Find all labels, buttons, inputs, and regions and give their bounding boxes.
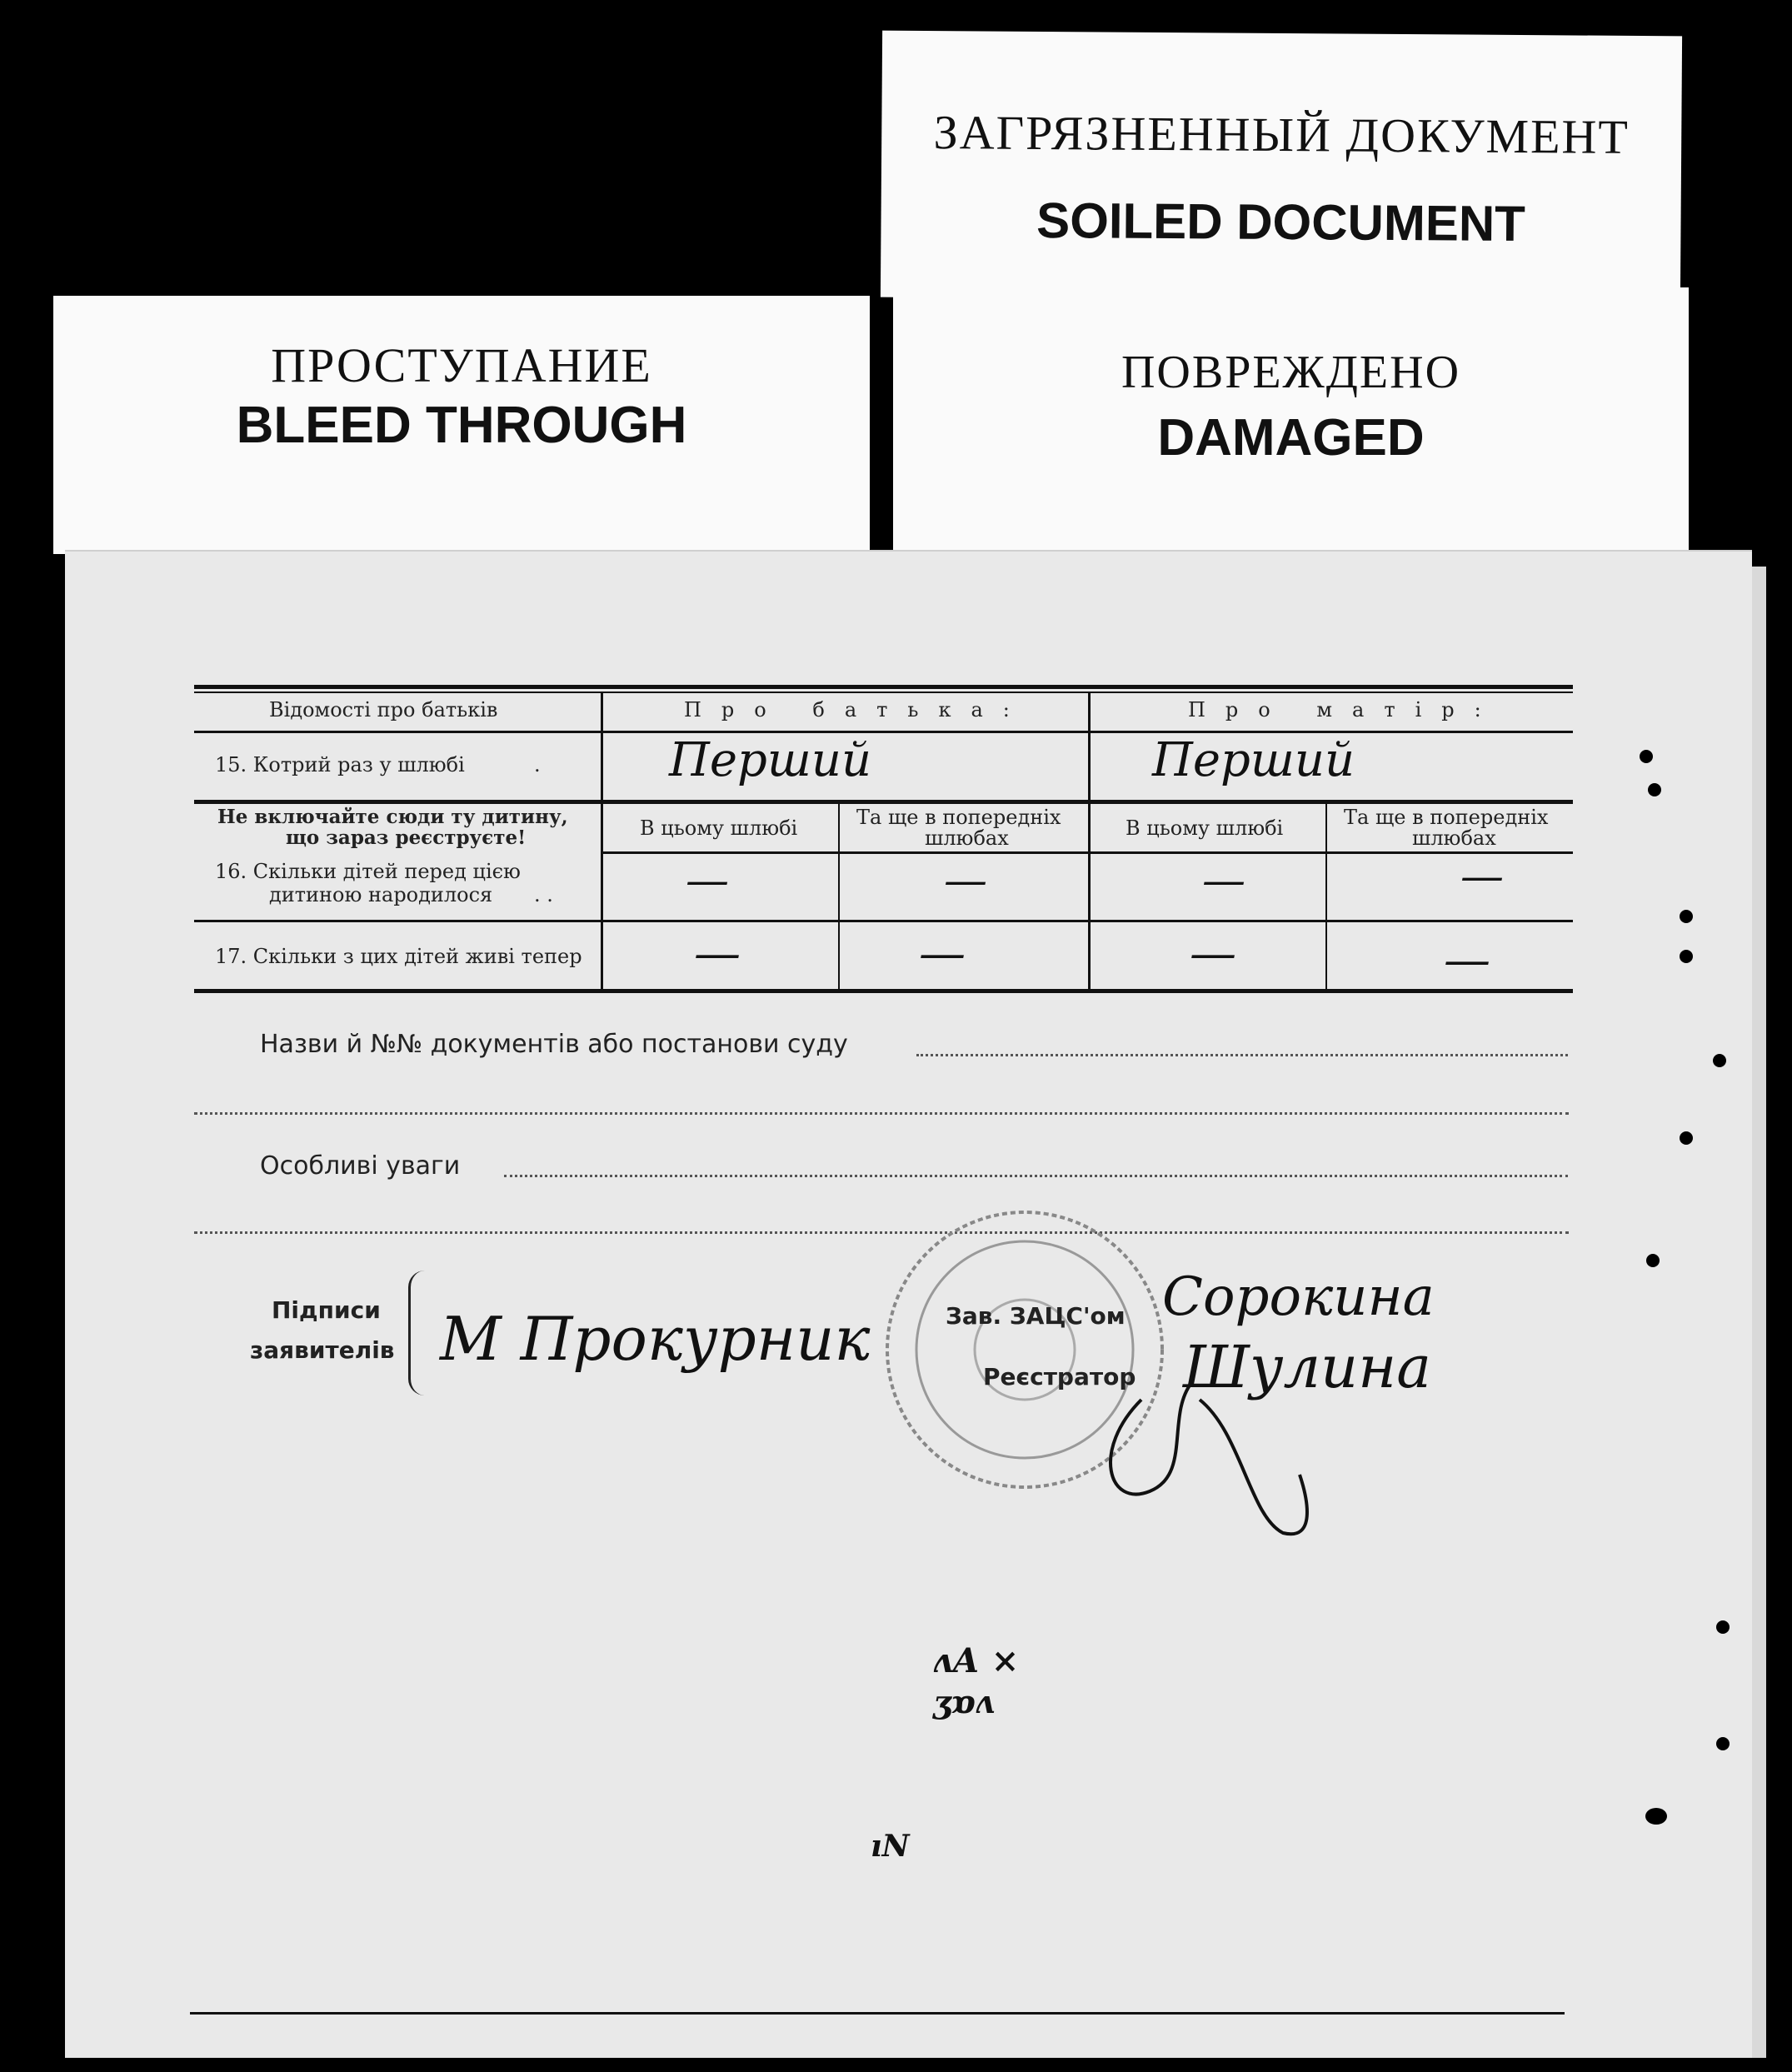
signature-brace [408, 1271, 431, 1395]
punch-hole [1680, 950, 1693, 963]
table-top-rule-thin [194, 691, 1573, 693]
punch-hole [1640, 750, 1653, 763]
head-label: Зав. ЗАЦС'ом [946, 1302, 1126, 1330]
table-divider [1325, 801, 1327, 991]
punch-hole [1716, 1737, 1730, 1750]
father-previous-line1: Та ще в попередніх [856, 806, 1061, 829]
parents-info-table [194, 685, 1573, 993]
soiled-card-ru-text: ЗАГРЯЗНЕННЫЙ ДОКУМЕНТ [933, 105, 1630, 164]
head-signature: Сорокина [1162, 1266, 1435, 1328]
punch-hole [1680, 1131, 1693, 1145]
row15-label: 15. Котрий раз у шлюбі [215, 753, 465, 776]
registrar-signature: Шулина [1183, 1333, 1431, 1401]
applicants-label-line1: Підписи [272, 1296, 381, 1324]
punch-hole [1645, 1808, 1667, 1825]
table-divider [838, 801, 840, 991]
bleed-through-card [53, 296, 870, 554]
table-rule [194, 800, 1573, 804]
documents-label: Назви й №№ документів або постанови суду [260, 1030, 848, 1059]
header-parents-info: Відомості про батьків [269, 698, 498, 721]
table-divider [1088, 691, 1091, 991]
note-line1: Не включайте сюди ту дитину, [217, 806, 568, 828]
row16-label-line1: 16. Скільки дітей перед цією [215, 860, 521, 883]
applicant-signature: М Прокурник [440, 1304, 871, 1374]
mark-2: ʒɒʌ [933, 1683, 994, 1720]
mother-previous-line1: Та ще в попередніх [1344, 806, 1549, 829]
documents-line-2[interactable] [194, 1112, 1569, 1115]
remarks-line[interactable] [504, 1175, 1568, 1177]
mother-current-marriage: В цьому шлюбі [1126, 816, 1284, 840]
bleed-card-en-text: BLEED THROUGH [236, 397, 687, 454]
row16-value-3: — [1202, 856, 1245, 906]
header-mother: Про матір: [1188, 698, 1501, 721]
signature-flourish [1075, 1350, 1541, 1550]
row17-label: 17. Скільки з цих дітей живі тепер [215, 945, 582, 968]
table-divider [601, 691, 603, 991]
header-father: Про батька: [684, 698, 1030, 721]
bottom-rule [190, 2012, 1565, 2015]
mark-1: ʌА × [933, 1641, 1020, 1680]
soiled-card-en-text: SOILED DOCUMENT [1036, 192, 1526, 252]
soiled-document-card [881, 31, 1682, 303]
table-rule [194, 731, 1573, 733]
row17-value-2: — [919, 926, 966, 981]
row16-dots: . . [534, 883, 553, 906]
punch-hole [1680, 910, 1693, 923]
row16-value-2: — [944, 856, 987, 906]
row15-mother-handwritten: Перший [1152, 733, 1355, 787]
row16-label-line2: дитиною народилося [269, 883, 493, 906]
table-rule [194, 920, 1573, 922]
row15-father-handwritten: Перший [669, 733, 872, 787]
damaged-card-ru-text: ПОВРЕЖДЕНО [1121, 347, 1461, 398]
remarks-label: Особливі уваги [260, 1151, 461, 1181]
father-previous-line2: шлюбах [925, 826, 1009, 850]
punch-hole [1716, 1620, 1730, 1634]
damaged-card [893, 287, 1689, 554]
row17-value-3: — [1190, 926, 1236, 981]
mark-3: ıN [871, 1829, 910, 1864]
note-line2: що зараз реєструєте! [286, 826, 527, 849]
table-bottom-rule [194, 989, 1573, 993]
mother-previous-line2: шлюбах [1412, 826, 1496, 850]
row16-value-4: — [1460, 851, 1504, 901]
punch-hole [1713, 1054, 1726, 1067]
documents-line[interactable] [916, 1054, 1568, 1056]
bleed-card-ru-text: ПРОСТУПАНИЕ [271, 338, 652, 392]
row15-dot: . [534, 753, 541, 776]
registrar-label: Реєстратор [983, 1363, 1136, 1390]
row17-value-1: — [694, 926, 741, 981]
table-top-rule [194, 685, 1573, 689]
row16-value-1: — [686, 856, 729, 906]
applicants-label-line2: заявителів [250, 1336, 395, 1364]
punch-hole [1646, 1254, 1660, 1267]
row17-value-4: — [1444, 933, 1490, 987]
damaged-card-en-text: DAMAGED [1157, 409, 1425, 467]
father-current-marriage: В цьому шлюбі [640, 816, 798, 840]
punch-hole [1648, 783, 1661, 796]
